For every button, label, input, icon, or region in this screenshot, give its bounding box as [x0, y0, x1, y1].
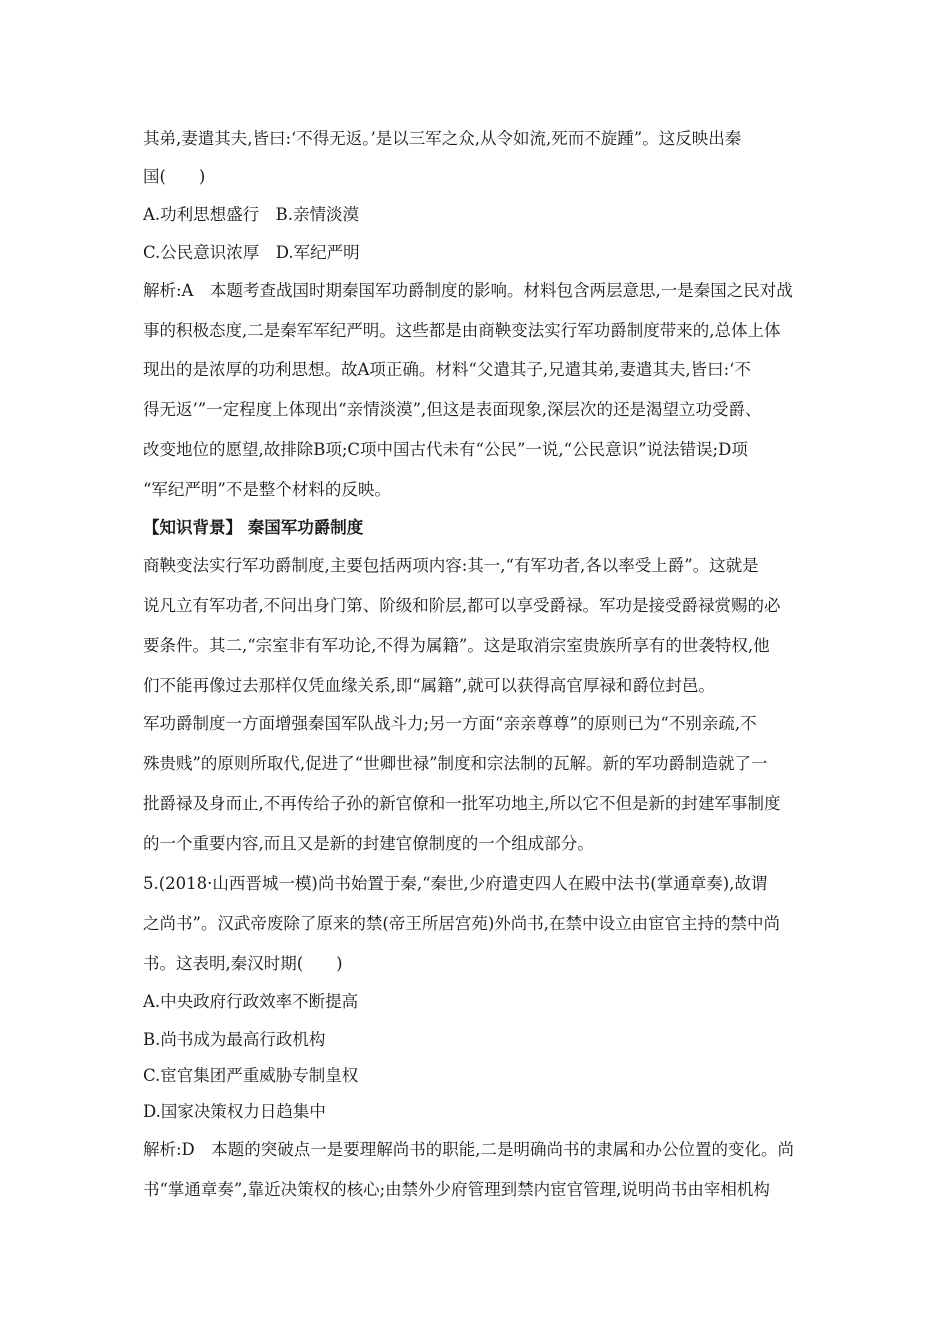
text-line: 国( ) — [143, 167, 206, 186]
text-line: D.国家决策权力日趋集中 — [143, 1102, 326, 1121]
text-line: C.宦官集团严重威胁专制皇权 — [143, 1066, 359, 1085]
text-line: 事的积极态度,二是秦军军纪严明。这些都是由商鞅变法实行军功爵制度带来的,总体上体 — [143, 321, 781, 340]
text-line: A.中央政府行政效率不断提高 — [143, 992, 359, 1011]
text-line: A.功利思想盛行 B.亲情淡漠 — [143, 205, 360, 224]
text-line: 批爵禄及身而止,不再传给子孙的新官僚和一批军功地主,所以它不但是新的封建军事制度 — [143, 794, 781, 813]
text-line: 书。这表明,秦汉时期( ) — [143, 954, 343, 973]
text-line: 书“掌通章奏”,靠近决策权的核心;由禁外少府管理到禁内宦官管理,说明尚书由宰相机构 — [143, 1180, 770, 1199]
text-line: 其弟,妻遣其夫,皆曰:‘不得无返。’是以三军之众,从令如流,死而不旋踵”。这反映出秦 — [143, 129, 742, 148]
text-line: 商鞅变法实行军功爵制度,主要包括两项内容:其一,“有军功者,各以率受上爵”。这就是 — [143, 556, 759, 575]
text-line: B.尚书成为最高行政机构 — [143, 1030, 326, 1049]
text-line: 说凡立有军功者,不问出身门第、阶级和阶层,都可以享受爵禄。军功是接受爵禄赏赐的必 — [143, 596, 781, 615]
text-line: 解析:A 本题考查战国时期秦国军功爵制度的影响。材料包含两层意思,一是秦国之民对战 — [143, 281, 793, 300]
text-line: 军功爵制度一方面增强秦国军队战斗力;另一方面“亲亲尊尊”的原则已为“不别亲疏,不 — [143, 714, 757, 733]
text-line: 们不能再像过去那样仅凭血缘关系,即“属籍”,就可以获得高官厚禄和爵位封邑。 — [143, 676, 715, 695]
text-line: 的一个重要内容,而且又是新的封建官僚制度的一个组成部分。 — [143, 834, 594, 853]
text-line: 殊贵贱”的原则所取代,促进了“世卿世禄”制度和宗法制的瓦解。新的军功爵制造就了一 — [143, 754, 768, 773]
text-line: 解析:D 本题的突破点一是要理解尚书的职能,二是明确尚书的隶属和办公位置的变化。尚 — [143, 1140, 795, 1159]
text-line: 改变地位的愿望,故排除B项;C项中国古代未有“公民”一说,“公民意识”说法错误;D项 — [143, 440, 748, 459]
text-line: “军纪严明”不是整个材料的反映。 — [143, 480, 391, 499]
text-line: 得无返’”一定程度上体现出“亲情淡漠”,但这是表面现象,深层次的还是渴望立功受爵、 — [143, 400, 762, 419]
text-line: 之尚书”。汉武帝废除了原来的禁(帝王所居宫苑)外尚书,在禁中设立由宦官主持的禁中尚 — [143, 914, 781, 933]
text-line: C.公民意识浓厚 D.军纪严明 — [143, 243, 360, 262]
text-line: 5.(2018·山西晋城一模)尚书始置于秦,“秦世,少府遣吏四人在殿中法书(掌通章奏),故谓 — [143, 874, 768, 893]
text-line: 【知识背景】 秦国军功爵制度 — [143, 518, 364, 537]
text-line: 要条件。其二,“宗室非有军功论,不得为属籍”。这是取消宗室贵族所享有的世袭特权,他 — [143, 636, 770, 655]
text-line: 现出的是浓厚的功利思想。故A项正确。材料“父遣其子,兄遣其弟,妻遣其夫,皆曰:‘不 — [143, 360, 751, 379]
